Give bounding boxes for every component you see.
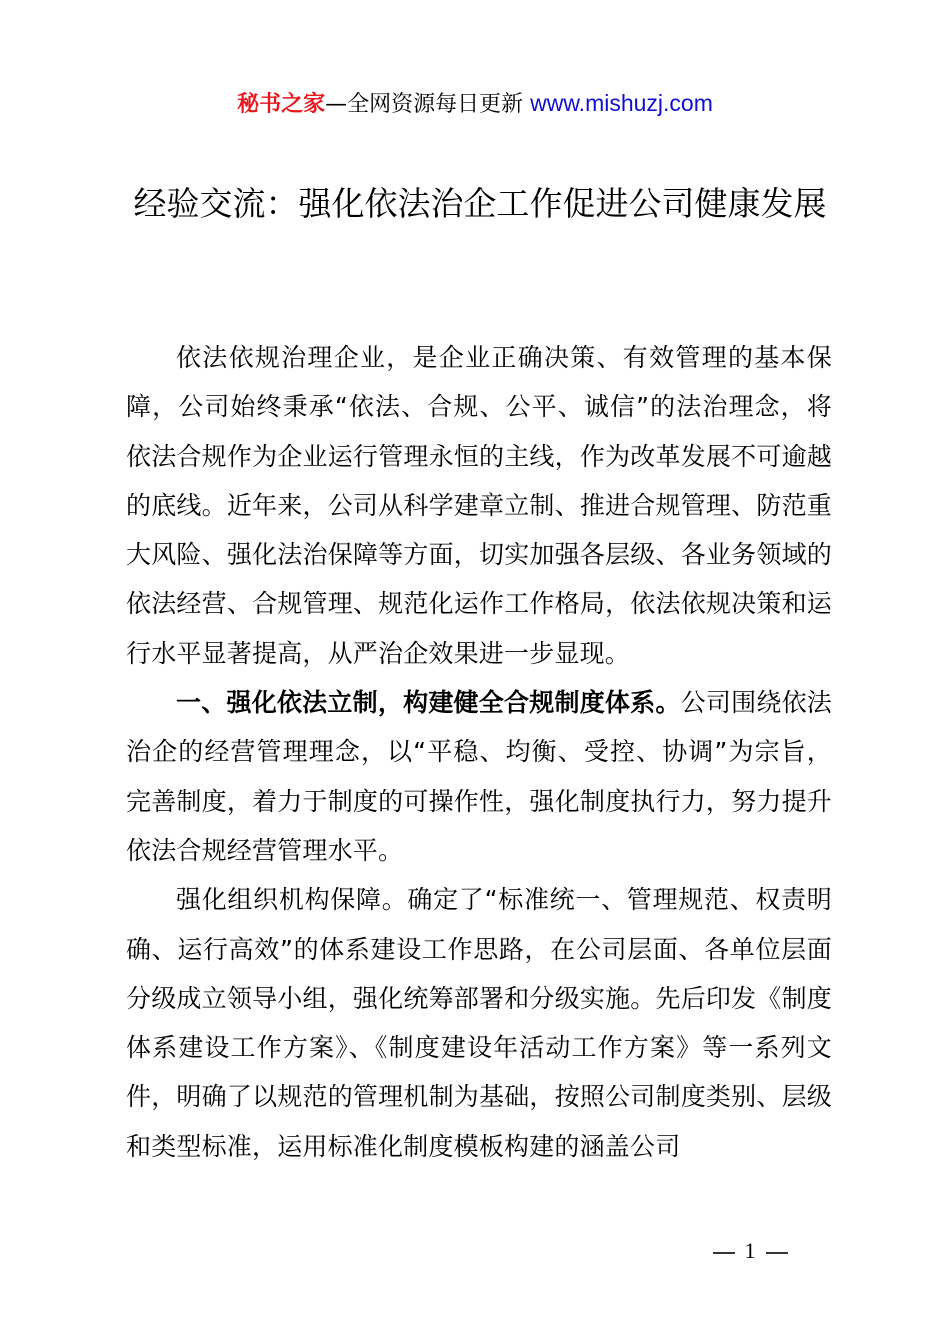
page-number (700, 1238, 800, 1264)
dash-right (766, 1252, 788, 1254)
page-number-value: 1 (744, 1238, 756, 1263)
site-url-link[interactable]: www.mishuzj.com (530, 90, 713, 116)
paragraph-intro: 依法依规治理企业，是企业正确决策、有效管理的基本保障，公司始终秉承“依法、合规、公平、诚信”的法治理念，将依法合规作为企业运行管理永恒的主线，作为改革发展不可逾越的底线。近年来，公司从科学建章立制、推进合规管理、防范重大风险、强化法治保障等方面，切实加强各层级、各业务领域的依法经营、合规管理、规范化运作工作格局，依法依规决策和运行水平显著提高，从严治企效果进一步显现。 (126, 343, 832, 668)
header-tagline: —全网资源每日更新 (325, 92, 531, 117)
document-title: 经验交流：强化依法治企工作促进公司健康发展 (133, 184, 827, 223)
section-text: 公司围绕依法治企的经营管理理念，以“平稳、均衡、受控、协调”为宗旨，完善制度，着力于制度的可操作性，强化制度执行力，努力提升依法合规经营管理水平。 (126, 688, 832, 865)
dash-left (713, 1252, 735, 1254)
paragraph-organization: 强化组织机构保障。确定了“标准统一、管理规范、权责明确、运行高效”的体系建设工作思路，在公司层面、各单位层面分级成立领导小组，强化统筹部署和分级实施。先后印发《制度体系建设工作方案》、《制度建设年活动工作方案》等一系列文件，明确了以规范的管理机制为基础，按照公司制度类别、层级和类型标准，运用标准化制度模板构建的涵盖公司 (126, 885, 832, 1161)
section-heading: 一、强化依法立制，构建健全合规制度体系。 (176, 688, 681, 718)
brand-name: 秘书之家 (237, 92, 326, 117)
document-body (126, 333, 832, 1171)
header-banner (0, 86, 950, 122)
paragraph-section-one (126, 678, 832, 875)
